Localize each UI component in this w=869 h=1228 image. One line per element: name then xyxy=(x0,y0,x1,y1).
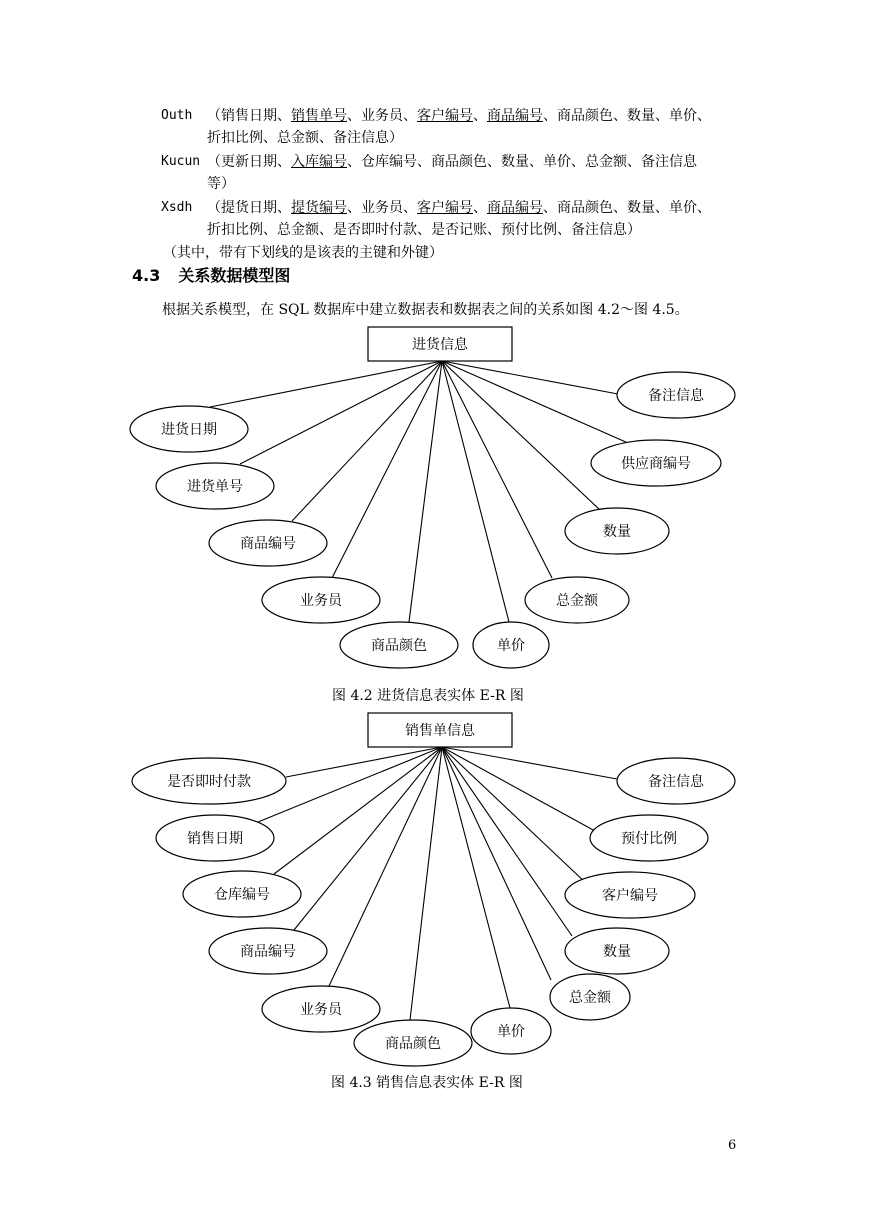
page-number: 6 xyxy=(728,1138,737,1153)
er2-attribute-label: 数量 xyxy=(603,944,631,960)
intro-paragraph: 根据关系模型，在 SQL 数据库中建立数据表和数据表之间的关系如图 4.2～图 4.5。 xyxy=(162,302,689,318)
field-text: 、商品颜色、数量、单价、 xyxy=(543,108,711,124)
er2-connector xyxy=(442,747,572,936)
er1-attribute-label: 备注信息 xyxy=(648,388,704,404)
relation-xsdh-line2: 折扣比例、总金额、是否即时付款、是否记账、预付比例、备注信息） xyxy=(207,222,641,238)
field-text: 、 xyxy=(473,200,487,216)
section-title: 关系数据模型图 xyxy=(178,266,291,285)
er1-attribute-label: 进货日期 xyxy=(161,422,217,438)
er2-attribute-label: 备注信息 xyxy=(648,774,704,790)
er2-attribute-label: 业务员 xyxy=(300,1002,342,1018)
er2-connector xyxy=(274,747,442,874)
er2-connector xyxy=(442,747,617,779)
er2-attribute-label: 商品编号 xyxy=(240,944,296,960)
er2-attribute-label: 是否即时付款 xyxy=(167,774,251,790)
figure-caption-4-2: 图 4.2 进货信息表实体 E-R 图 xyxy=(332,688,524,704)
key-field: 客户编号 xyxy=(417,108,473,124)
field-text: 、商品颜色、数量、单价、 xyxy=(543,200,711,216)
field-text: （提货日期、 xyxy=(207,200,291,216)
key-field: 入库编号 xyxy=(291,154,347,170)
er2-attribute-label: 销售日期 xyxy=(187,831,243,847)
er1-entity-label: 进货信息 xyxy=(412,337,468,353)
er2-connector xyxy=(442,747,595,831)
field-text: 、业务员、 xyxy=(347,200,417,216)
er1-attribute-label: 总金额 xyxy=(556,593,598,609)
er2-connector xyxy=(410,747,442,1020)
er1-attribute-label: 单价 xyxy=(497,638,525,654)
key-field: 提货编号 xyxy=(291,200,347,216)
relation-name-xsdh: Xsdh xyxy=(161,200,193,215)
er1-attribute-label: 商品编号 xyxy=(240,536,296,552)
field-text: （销售日期、 xyxy=(207,108,291,124)
er1-attribute-label: 进货单号 xyxy=(187,479,243,495)
relation-outh-line2: 折扣比例、总金额、备注信息） xyxy=(207,130,403,146)
figure-caption-4-3: 图 4.3 销售信息表实体 E-R 图 xyxy=(331,1075,523,1091)
er2-attribute-label: 单价 xyxy=(497,1024,525,1040)
key-field: 商品编号 xyxy=(487,108,543,124)
key-field: 客户编号 xyxy=(417,200,473,216)
er2-connector xyxy=(442,747,510,1008)
er2-connector xyxy=(442,747,551,980)
field-text: 、业务员、 xyxy=(347,108,417,124)
er2-attribute-label: 总金额 xyxy=(569,990,611,1006)
er2-attribute-label: 预付比例 xyxy=(621,831,677,847)
er1-attribute-label: 商品颜色 xyxy=(371,638,427,654)
field-text: （更新日期、 xyxy=(207,154,291,170)
field-text: 、仓库编号、商品颜色、数量、单价、总金额、备注信息 xyxy=(347,154,697,170)
er1-attribute-label: 供应商编号 xyxy=(621,456,691,472)
key-note: （其中，带有下划线的是该表的主键和外键） xyxy=(163,245,443,261)
er2-entity-label: 销售单信息 xyxy=(405,723,475,739)
er2-attribute-label: 商品颜色 xyxy=(385,1036,441,1052)
field-text: 、 xyxy=(473,108,487,124)
er2-attribute-label: 仓库编号 xyxy=(214,887,270,903)
er2-connector xyxy=(286,747,442,777)
er1-attribute-label: 数量 xyxy=(603,524,631,540)
relation-kucun-line2: 等） xyxy=(207,176,235,192)
relation-name-outh: Outh xyxy=(161,108,193,123)
key-field: 销售单号 xyxy=(291,108,347,124)
er2-connector xyxy=(442,747,588,885)
key-field: 商品编号 xyxy=(487,200,543,216)
relation-name-kucun: Kucun xyxy=(161,154,201,169)
er2-attribute-label: 客户编号 xyxy=(602,888,658,904)
er1-attribute-label: 业务员 xyxy=(300,593,342,609)
section-number: 4.3 xyxy=(132,266,161,285)
